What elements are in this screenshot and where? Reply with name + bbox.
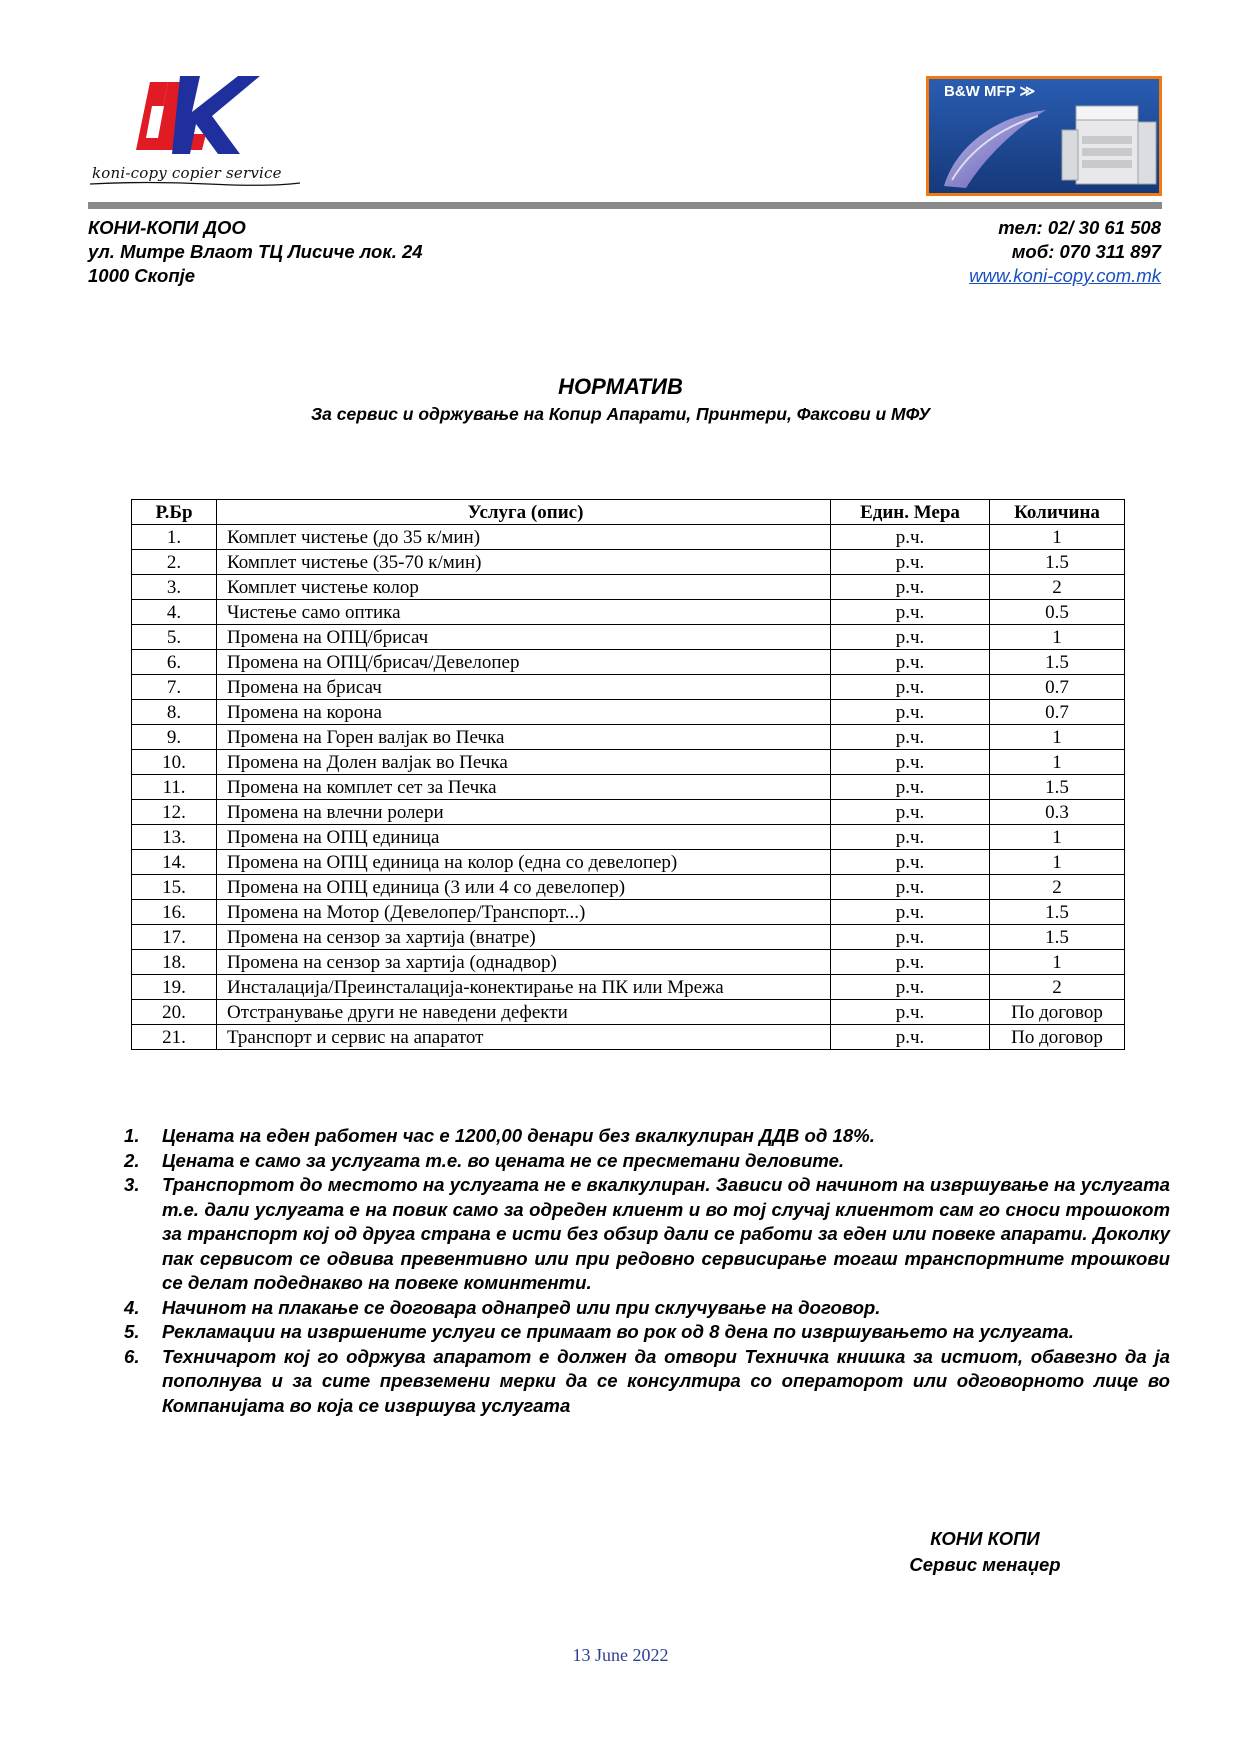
row-quantity: 0.7 (990, 700, 1125, 725)
note-number: 1. (124, 1125, 140, 1146)
table-row (132, 925, 1125, 950)
table-row (132, 550, 1125, 575)
row-service: Промена на брисач (217, 675, 831, 700)
row-quantity: 1 (990, 525, 1125, 550)
row-quantity: 1.5 (990, 900, 1125, 925)
banner-label: B&W MFP ≫ (944, 83, 1036, 100)
note-text: Начинот на плакање се договара однапред или при склучување на договор. (162, 1296, 881, 1318)
note-number: 6. (124, 1345, 140, 1367)
row-number: 7. (132, 675, 217, 700)
row-number: 6. (132, 650, 217, 675)
row-unit: р.ч. (831, 1000, 990, 1025)
row-unit: р.ч. (831, 575, 990, 600)
row-number: 19. (132, 975, 217, 1000)
row-service: Промена на Горен валјак во Печка (217, 725, 831, 750)
note-number: 2. (124, 1149, 140, 1171)
document-title: НОРМАТИВ (558, 374, 683, 399)
table-header-row (132, 500, 1125, 525)
row-quantity: 1.5 (990, 925, 1125, 950)
row-unit: р.ч. (831, 825, 990, 850)
row-number: 15. (132, 875, 217, 900)
row-service: Промена на корона (217, 700, 831, 725)
row-service: Промена на ОПЦ/брисач (217, 625, 831, 650)
note-text: Цената на еден работен час е 1200,00 денари без вкалкулиран ДДВ од 18%. (162, 1125, 875, 1146)
row-service: Отстранување други не наведени дефекти (217, 1000, 831, 1025)
row-number: 11. (132, 775, 217, 800)
logo-underline (88, 180, 302, 188)
note-number: 5. (124, 1321, 140, 1342)
table-row (132, 900, 1125, 925)
row-number: 18. (132, 950, 217, 975)
company-name: КОНИ-КОПИ ДОО (88, 217, 246, 238)
logo-caption: koni-copy copier service (92, 164, 282, 182)
table-row (132, 725, 1125, 750)
company-city: 1000 Скопје (88, 265, 196, 286)
row-number: 20. (132, 1000, 217, 1025)
note-item (120, 1345, 1170, 1419)
row-quantity: 1.5 (990, 775, 1125, 800)
row-number: 9. (132, 725, 217, 750)
row-unit: р.ч. (831, 875, 990, 900)
table-row (132, 1000, 1125, 1025)
company-phone: тел: 02/ 30 61 508 (998, 217, 1161, 238)
row-number: 21. (132, 1025, 217, 1050)
row-number: 1. (132, 525, 217, 550)
table-row (132, 750, 1125, 775)
table-row (132, 850, 1125, 875)
row-unit: р.ч. (831, 975, 990, 1000)
row-unit: р.ч. (831, 725, 990, 750)
row-quantity: 0.7 (990, 675, 1125, 700)
note-item (120, 1124, 1170, 1149)
row-unit: р.ч. (831, 600, 990, 625)
row-quantity: По договор (990, 1025, 1125, 1050)
row-number: 12. (132, 800, 217, 825)
header-quantity: Количина (990, 500, 1125, 525)
row-quantity: 1 (990, 950, 1125, 975)
table-body (132, 525, 1125, 1050)
row-number: 16. (132, 900, 217, 925)
table-row (132, 825, 1125, 850)
table-row (132, 625, 1125, 650)
company-website-link[interactable]: www.koni-copy.com.mk (969, 265, 1161, 286)
row-number: 17. (132, 925, 217, 950)
table-row (132, 975, 1125, 1000)
row-number: 2. (132, 550, 217, 575)
footer-date: 13 June 2022 (572, 1645, 669, 1665)
row-service: Транспорт и сервис на апаратот (217, 1025, 831, 1050)
row-service: Инсталација/Преинсталација-конектирање на ПК или Мрежа (217, 975, 831, 1000)
note-number: 4. (124, 1296, 140, 1318)
table-row (132, 525, 1125, 550)
row-quantity: 0.3 (990, 800, 1125, 825)
row-quantity: 1.5 (990, 550, 1125, 575)
note-number: 3. (124, 1174, 140, 1195)
company-mobile: моб: 070 311 897 (1011, 241, 1161, 262)
table-row (132, 950, 1125, 975)
header-divider (88, 202, 1162, 209)
row-unit: р.ч. (831, 750, 990, 775)
note-item (120, 1296, 1170, 1321)
row-quantity: 1 (990, 625, 1125, 650)
company-address-block (88, 216, 423, 288)
company-contact-block (969, 216, 1161, 288)
row-number: 4. (132, 600, 217, 625)
row-service: Промена на сензор за хартија (однадвор) (217, 950, 831, 975)
row-unit: р.ч. (831, 850, 990, 875)
table-row (132, 775, 1125, 800)
row-service: Промена на ОПЦ/брисач/Девелопер (217, 650, 831, 675)
koni-copy-logo-mark (88, 76, 302, 171)
row-unit: р.ч. (831, 775, 990, 800)
header-service: Услуга (опис) (217, 500, 831, 525)
row-quantity: 1.5 (990, 650, 1125, 675)
row-unit: р.ч. (831, 1025, 990, 1050)
row-number: 14. (132, 850, 217, 875)
row-service: Промена на Долен валјак во Печка (217, 750, 831, 775)
row-quantity: 2 (990, 975, 1125, 1000)
table-row (132, 575, 1125, 600)
row-quantity: 2 (990, 575, 1125, 600)
signature-role: Сервис менаџер (909, 1554, 1061, 1575)
table-row (132, 1025, 1125, 1050)
row-unit: р.ч. (831, 900, 990, 925)
row-unit: р.ч. (831, 925, 990, 950)
mfp-banner (926, 76, 1162, 196)
row-unit: р.ч. (831, 700, 990, 725)
header-number: Р.Бр (132, 500, 217, 525)
row-service: Промена на Мотор (Девелопер/Транспорт...) (217, 900, 831, 925)
row-quantity: 1 (990, 850, 1125, 875)
row-unit: р.ч. (831, 650, 990, 675)
row-unit: р.ч. (831, 950, 990, 975)
row-number: 13. (132, 825, 217, 850)
signature-block (880, 1526, 1090, 1578)
row-unit: р.ч. (831, 550, 990, 575)
row-number: 5. (132, 625, 217, 650)
services-table (131, 499, 1125, 1050)
table-row (132, 800, 1125, 825)
row-number: 3. (132, 575, 217, 600)
row-service: Комплет чистење колор (217, 575, 831, 600)
row-service: Комплет чистење (до 35 к/мин) (217, 525, 831, 550)
row-unit: р.ч. (831, 675, 990, 700)
table-row (132, 600, 1125, 625)
row-quantity: 2 (990, 875, 1125, 900)
document-subtitle: За сервис и одржување на Копир Апарати, Принтери, Факсови и МФУ (310, 404, 931, 424)
row-number: 8. (132, 700, 217, 725)
header-unit: Един. Мера (831, 500, 990, 525)
row-quantity: 1 (990, 725, 1125, 750)
note-item (120, 1173, 1170, 1296)
row-service: Промена на сензор за хартија (внатре) (217, 925, 831, 950)
row-service: Чистење само оптика (217, 600, 831, 625)
notes-list (120, 1124, 1170, 1418)
note-text: Рекламации на извршените услуги се примаат во рок од 8 дена по извршувањето на услугата. (162, 1321, 1074, 1342)
row-quantity: 1 (990, 750, 1125, 775)
note-item (120, 1149, 1170, 1174)
row-unit: р.ч. (831, 525, 990, 550)
table-row (132, 650, 1125, 675)
row-service: Промена на ОПЦ единица на колор (една со девелопер) (217, 850, 831, 875)
row-service: Промена на ОПЦ единица (217, 825, 831, 850)
row-unit: р.ч. (831, 625, 990, 650)
row-unit: р.ч. (831, 800, 990, 825)
table-row (132, 700, 1125, 725)
row-quantity: По договор (990, 1000, 1125, 1025)
row-service: Комплет чистење (35-70 к/мин) (217, 550, 831, 575)
table-row (132, 675, 1125, 700)
company-logo (88, 76, 302, 188)
note-text: Транспортот до местото на услугата не е вкалкулиран. Зависи од начинот на извршување на услугата т.е. дали услугата е на повик само за одреден клиент и во тој случај клиентот сам го сноси трошокот за транспорт кој од друга страна е исти без обзир дали се работи за еден или повеке апарати. Доколку пак сервисот се одвива превентивно или при редовно сервисирање тогаш транспортните трошкови се делат подеднакво на повеке коминтенти. (162, 1174, 1170, 1293)
signature-company: КОНИ КОПИ (930, 1528, 1040, 1549)
note-text: Цената е само за услугата т.е. во цената не се пресметани деловите. (162, 1149, 845, 1171)
row-quantity: 1 (990, 825, 1125, 850)
row-number: 10. (132, 750, 217, 775)
note-item (120, 1320, 1170, 1345)
row-quantity: 0.5 (990, 600, 1125, 625)
table-row (132, 875, 1125, 900)
row-service: Промена на влечни ролери (217, 800, 831, 825)
row-service: Промена на ОПЦ единица (3 или 4 со девелопер) (217, 875, 831, 900)
company-address: ул. Митре Влаот ТЦ Лисиче лок. 24 (88, 241, 423, 262)
row-service: Промена на комплет сет за Печка (217, 775, 831, 800)
note-text: Техничарот кој го одржува апаратот е должен да отвори Техничка книшка за истиот, обавезно да ја пополнува и за сите превземени мерки да се консултира со операторот или одговорното лице во Компанијата во која се извршува услугата (162, 1345, 1170, 1416)
